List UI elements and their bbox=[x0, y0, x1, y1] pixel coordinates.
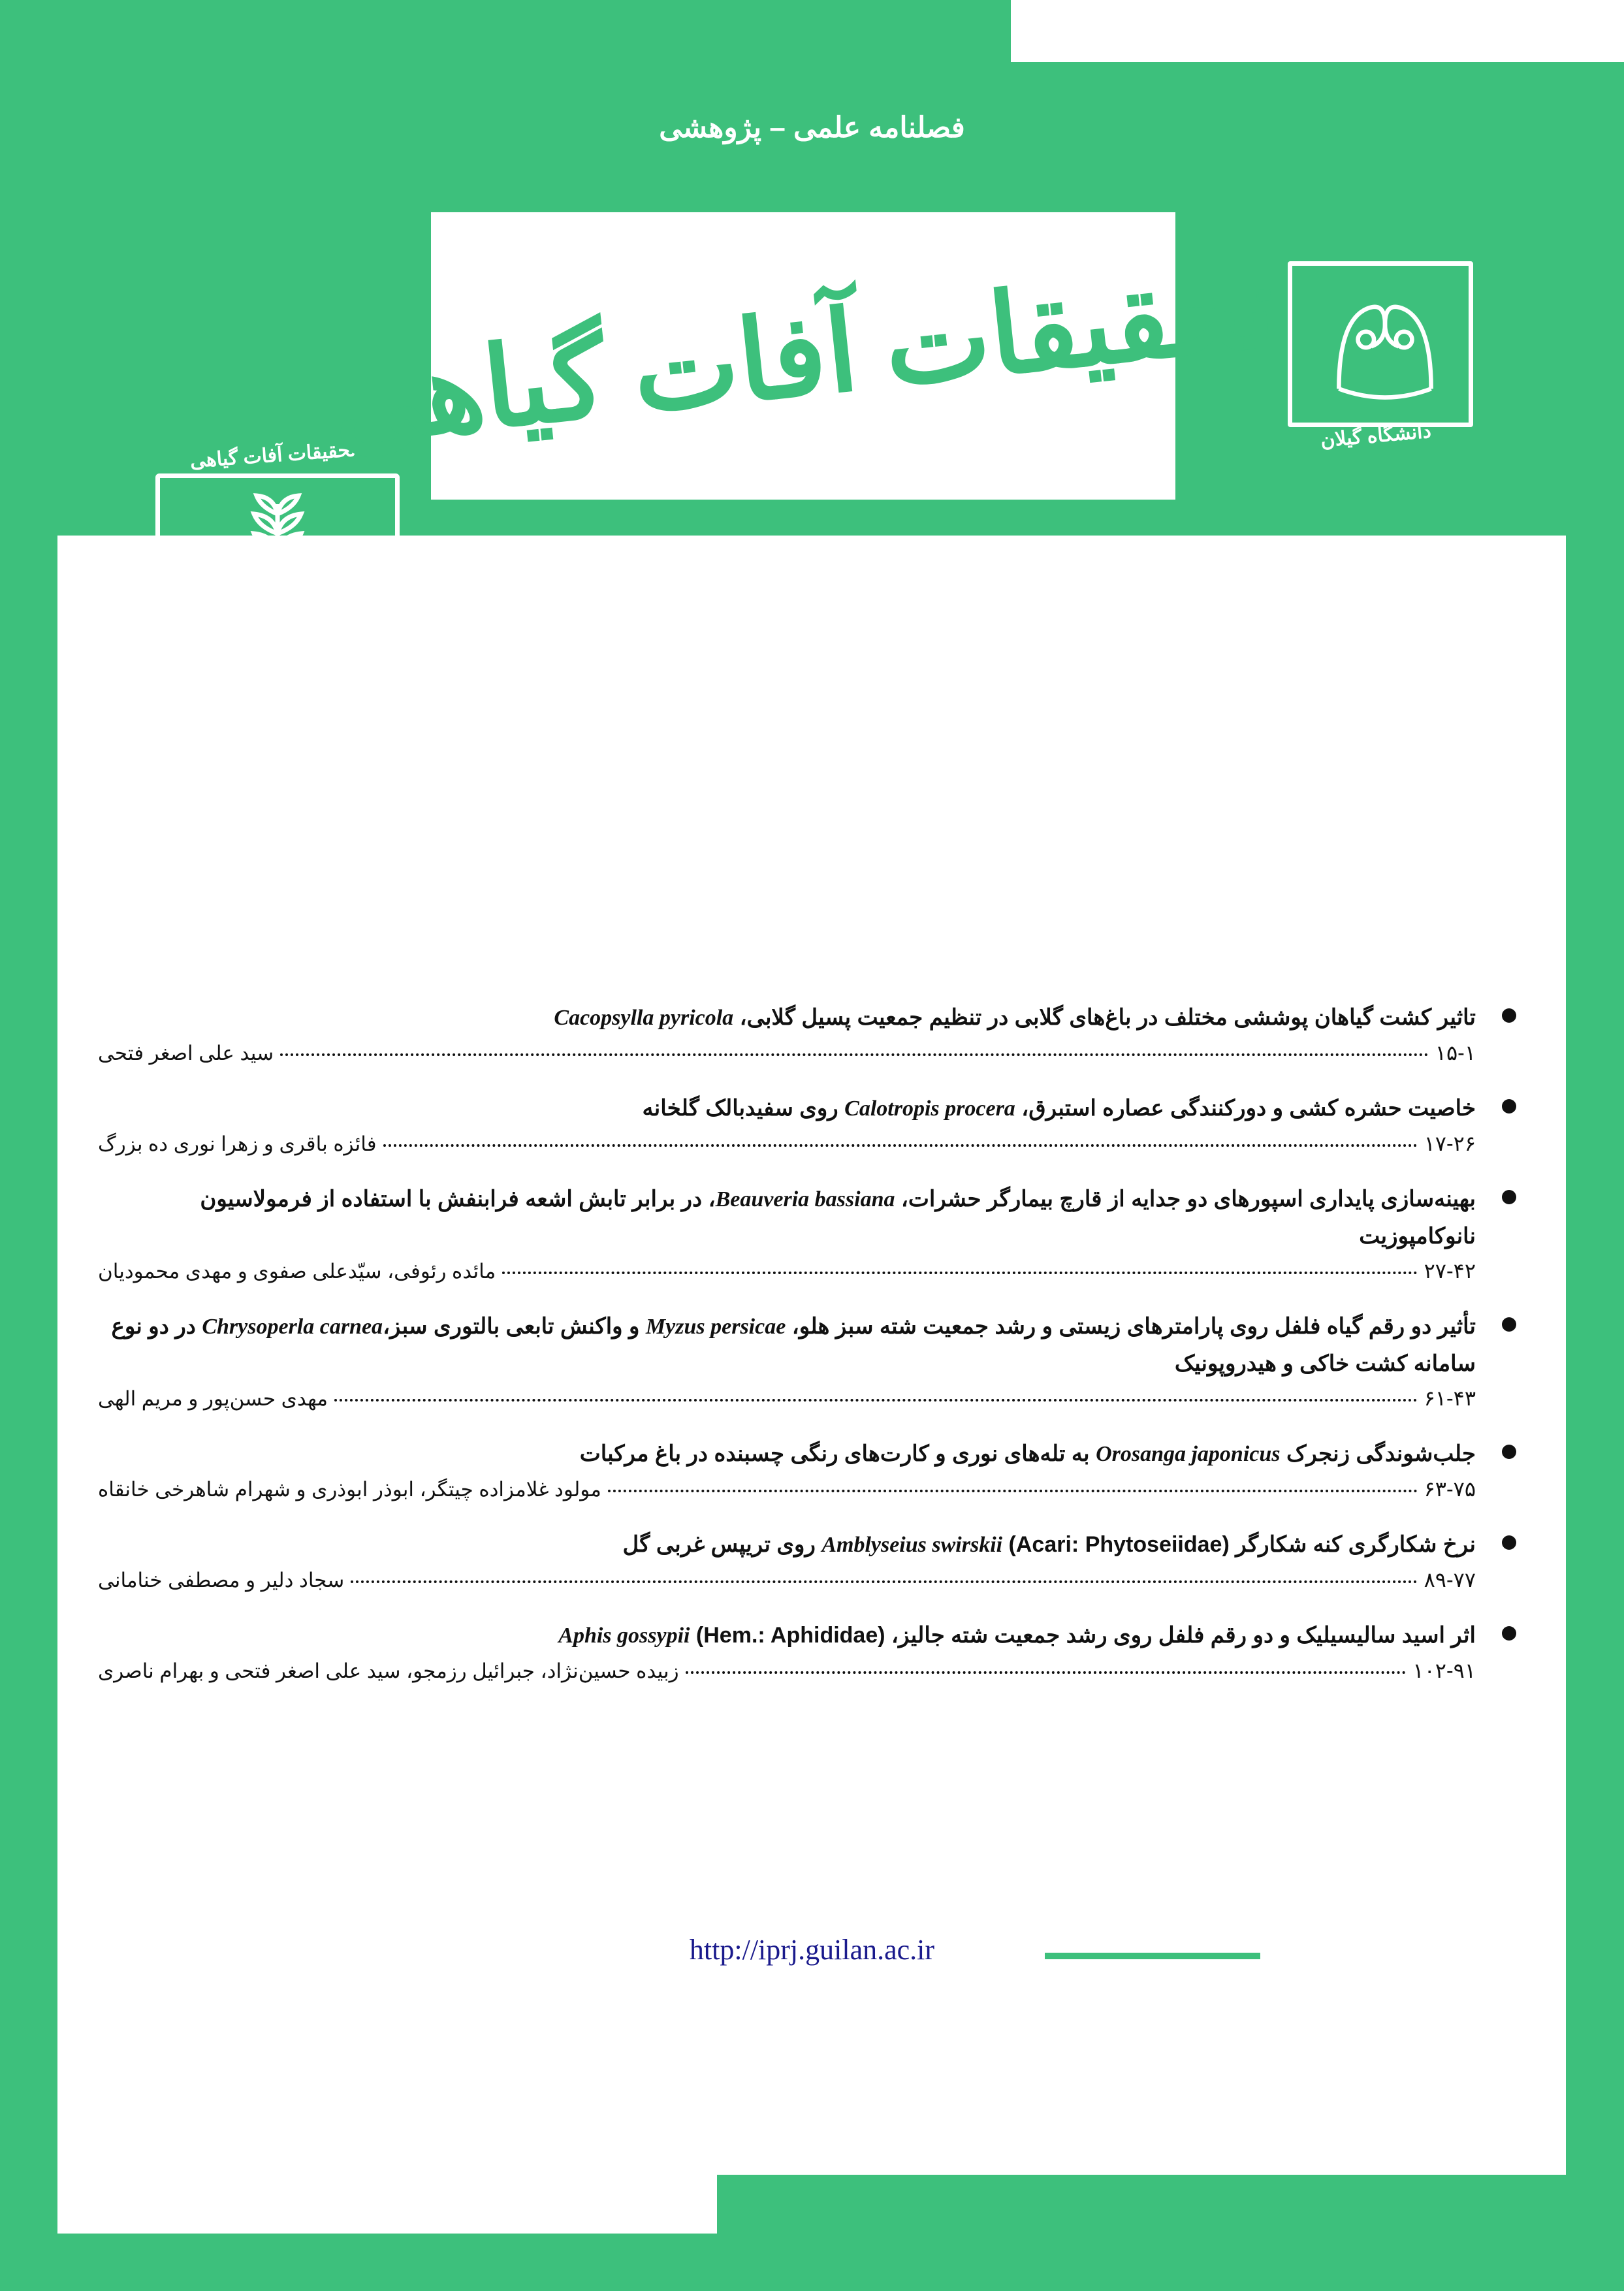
toc-entry-meta bbox=[98, 1386, 1476, 1411]
issue-info bbox=[1233, 575, 1546, 758]
bullet-icon bbox=[1502, 1626, 1516, 1641]
bullet-icon bbox=[1502, 1008, 1516, 1023]
issn-print: شاپا چاپی: ۲۴۰۹-۲۳۲۲ bbox=[214, 664, 457, 692]
university-emblem bbox=[1280, 261, 1476, 464]
volume-label: ● دوره سیزدهم● bbox=[1343, 604, 1546, 636]
bullet-icon bbox=[1502, 1317, 1516, 1332]
bottom-left-green-block bbox=[0, 2175, 57, 2291]
toc-entry[interactable] bbox=[98, 1308, 1528, 1411]
toc-entry-title: جلب‌شوندگی زنجرک Orosanga japonicus به تله‌های نوری و کارت‌های رنگی چسبنده در باغ مرکبات bbox=[579, 1441, 1476, 1466]
toc-entry-meta bbox=[98, 1658, 1476, 1683]
leader-dots bbox=[280, 1040, 1429, 1056]
toc-entry-authors: فائزه باقری و زهرا نوری ده بزرگ bbox=[98, 1132, 377, 1155]
university-logo-svg bbox=[1301, 266, 1469, 413]
toc-entry-title: تاثیر کشت گیاهان پوششی مختلف در باغ‌های گلابی در تنظیم جمعیت پسیل گلابی، Cacopsylla pyricola bbox=[554, 1005, 1476, 1030]
bullet-icon bbox=[1502, 1535, 1516, 1550]
table-of-contents bbox=[98, 999, 1528, 1708]
toc-entry[interactable] bbox=[98, 1181, 1528, 1283]
toc-entry-pages: ۲۷-۴۲ bbox=[1424, 1259, 1476, 1283]
toc-entry-pages: ۱۰۲-۹۱ bbox=[1412, 1659, 1476, 1682]
wheat-icon-svg bbox=[160, 478, 395, 681]
journal-website-link[interactable]: http://iprj.guilan.ac.ir bbox=[689, 1934, 935, 1966]
journal-kind-label: فصلنامه علمی – پژوهشی bbox=[659, 112, 965, 144]
toc-entry-title: نرخ شکارگری کنه شکارگر Amblyseius swirskii (Acari: Phytoseiidae) روی تریپس غربی گل bbox=[622, 1532, 1476, 1557]
issue-label: ● شماره سوم● پاییز ۱۴۰۲ bbox=[1233, 696, 1546, 728]
bottom-right-green-block bbox=[717, 2175, 1624, 2291]
toc-entry[interactable] bbox=[98, 999, 1528, 1065]
toc-entry-authors: زبیده حسین‌نژاد، جبرائیل رزمجو، سید علی اصغر فتحی و بهرام ناصری bbox=[98, 1659, 679, 1682]
toc-entry-title: اثر اسید سالیسیلیک و دو رقم فلفل روی رشد جمعیت شته جالیز، Aphis gossypii (Hem.: Aphididae) bbox=[558, 1623, 1476, 1648]
university-logo-icon bbox=[1288, 261, 1473, 427]
toc-entry-title: خاصیت حشره کشی و دورکنندگی عصاره استبرق، Calotropis procera روی سفیدبالک گلخانه bbox=[642, 1096, 1476, 1121]
toc-entry-title: بهینه‌سازی پایداری اسپورهای دو جدایه از قارچ بیمارگر حشرات، Beauveria bassiana، در برابر تابش اشعه فرابنفش با استفاده از فرمولاسیون نانوکامپوزیت bbox=[200, 1187, 1476, 1249]
issn-online: شاپا الکترونیکی: ۶۱۲۳-۲۵۳۸ bbox=[151, 713, 457, 742]
toc-entry-pages: ۸۹-۷۷ bbox=[1424, 1568, 1476, 1592]
journal-title: تحقیقات آفات گیاهی bbox=[326, 246, 1281, 469]
toc-entry-meta bbox=[98, 1258, 1476, 1283]
toc-entry-authors: سید علی اصغر فتحی bbox=[98, 1042, 274, 1065]
journal-title-box bbox=[326, 212, 1281, 500]
toc-entry-meta bbox=[98, 1131, 1476, 1156]
journal-emblem-caption: تحقیقات آفات گیاهی bbox=[189, 439, 357, 472]
leader-dots bbox=[686, 1658, 1407, 1674]
toc-entry-authors: مولود غلامزاده چیتگر، ابوذر ابوذری و شهرام شاهرخی خانقاه bbox=[98, 1478, 601, 1501]
leader-dots bbox=[334, 1386, 1418, 1402]
bullet-icon bbox=[1502, 1099, 1516, 1113]
toc-entry-authors: مائده رئوفی، سیّدعلی صفوی و مهدی محمودیان bbox=[98, 1260, 496, 1283]
bullet-icon bbox=[1502, 1445, 1516, 1459]
toc-entry-pages: ۶۳-۷۵ bbox=[1424, 1477, 1476, 1501]
toc-entry-title: تأثیر دو رقم گیاه فلفل روی پارامترهای زیستی و رشد جمعیت شته سبز هلو، Myzus persicae و واکنش تابعی بالتوری سبز،Chrysoperla carnea در دو نوع سامانه کشت خاکی و هیدروپونیک bbox=[111, 1314, 1476, 1376]
toc-entry-authors: مهدی حسن‌پور و مریم الهی bbox=[98, 1387, 328, 1410]
university-name: دانشگاه گیلان bbox=[1319, 420, 1433, 452]
leader-dots bbox=[383, 1131, 1418, 1147]
toc-entry-meta bbox=[98, 1477, 1476, 1501]
leader-dots bbox=[608, 1477, 1418, 1492]
leader-dots bbox=[502, 1258, 1417, 1274]
leader-dots bbox=[351, 1567, 1417, 1583]
toc-entry-pages: ۱۵-۱ bbox=[1435, 1041, 1476, 1065]
toc-entry-pages: ۶۱-۴۳ bbox=[1424, 1386, 1476, 1410]
toc-entry-authors: سجاد دلیر و مصطفی خنامانی bbox=[98, 1569, 345, 1592]
toc-entry[interactable] bbox=[98, 1090, 1528, 1156]
toc-entry[interactable] bbox=[98, 1617, 1528, 1683]
top-right-white-panel bbox=[1011, 0, 1624, 62]
toc-entry-meta bbox=[98, 1040, 1476, 1065]
toc-entry-meta bbox=[98, 1567, 1476, 1592]
toc-entry[interactable] bbox=[98, 1435, 1528, 1501]
issn-block bbox=[91, 653, 457, 752]
bullet-icon bbox=[1502, 1190, 1516, 1204]
toc-entry[interactable] bbox=[98, 1526, 1528, 1592]
toc-entry-pages: ۱۷-۲۶ bbox=[1424, 1132, 1476, 1155]
